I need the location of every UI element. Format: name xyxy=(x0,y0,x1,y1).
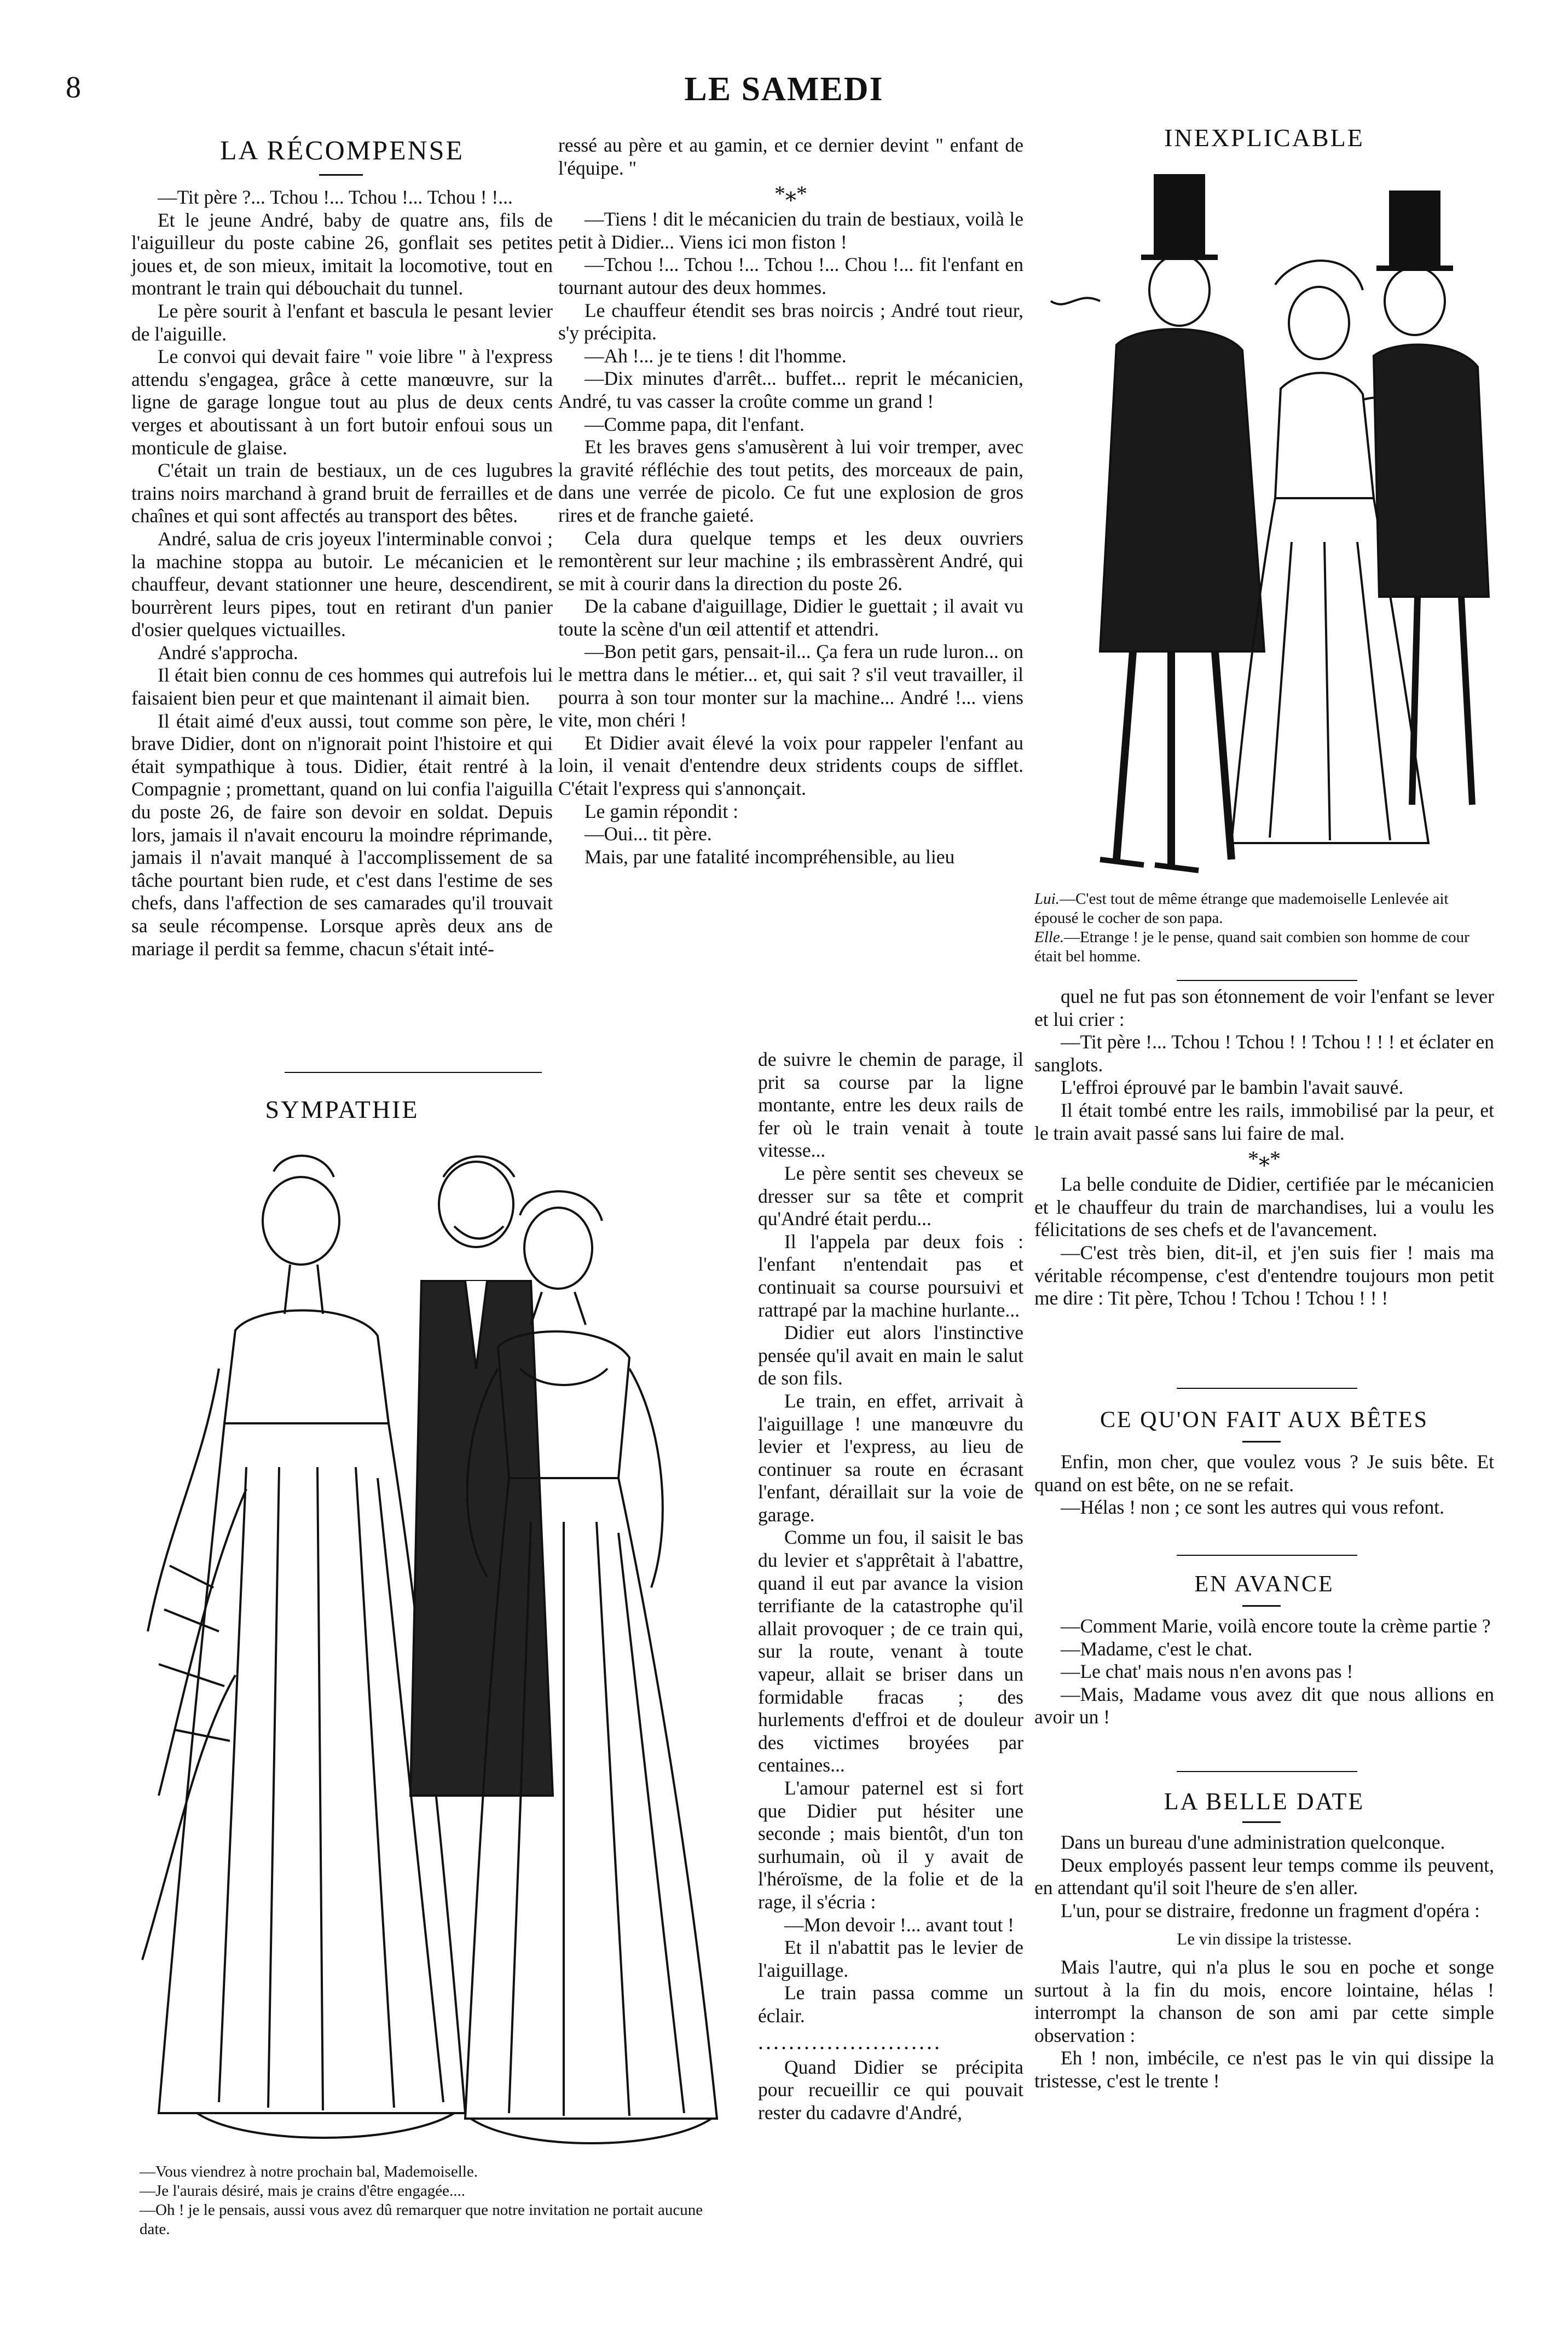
paragraph: Didier eut alors l'instinctive pensée qu'il avait en main le salut de son fils. xyxy=(758,1322,1023,1389)
paragraph: —Tiens ! dit le mécanicien du train de bestiaux, voilà le petit à Didier... Viens ici mon fiston ! xyxy=(558,208,1023,253)
paragraph: Le chauffeur étendit ses bras noircis ; André tout rieur, s'y précipita. xyxy=(558,299,1023,344)
paragraph: Cela dura quelque temps et les deux ouvriers remontèrent sur leur machine ; ils embrassèrent André, qui se mit à courir dans la direction du poste 26. xyxy=(558,527,1023,595)
paragraph: Eh ! non, imbécile, ce n'est pas le vin qui dissipe la tristesse, c'est le trente ! xyxy=(1034,2047,1494,2092)
section-divider xyxy=(1177,1555,1357,1556)
caption-line xyxy=(1034,890,1494,928)
paragraph: Il était tombé entre les rails, immobilisé par la peur, et le train avait passé sans lui faire de mal. xyxy=(1034,1099,1494,1144)
paragraph: Mais l'autre, qui n'a plus le sou en poche et songe surtout à la fin du mois, encore lointaine, hélas ! interrompt la chanson de son ami par cette simple observation : xyxy=(1034,1955,1494,2046)
paragraph: De la cabane d'aiguillage, Didier le guettait ; il avait vu toute la scène d'un œil attentif et attendri. xyxy=(558,595,1023,640)
paragraph: Et Didier avait élevé la voix pour rappeler l'enfant au loin, il venait d'entendre deux stridents coups de sifflet. C'était l'express qui s'annonçait. xyxy=(558,731,1023,800)
paragraph: Et il n'abattit pas le levier de l'aiguillage. xyxy=(758,1936,1023,1981)
betes-text xyxy=(1034,1451,1494,1519)
paragraph: Deux employés passent leur temps comme ils peuvent, en attendant qu'il soit l'heure de s'en aller. xyxy=(1034,1854,1494,1899)
paragraph: Et les braves gens s'amusèrent à lui voir tremper, avec la gravité réfléchie des tout petits, des morceaux de pain, dans une verrée de picolo. Ce fut une explosion de gros rires et de franche gaieté. xyxy=(558,436,1023,526)
column-3 xyxy=(1034,985,1494,1310)
paragraph: Il était aimé d'eux aussi, tout comme son père, le brave Didier, dont on n'ignorait point l'histoire et qui était sympathique à tous. Didier, était rentré à la Compagnie ; promettant, quand on lui confia l'aiguilla du poste 26, de faire son devoir en soldat. Depuis lors, jamais il n'avait encouru la moindre réprimande, jamais il n'avait manqué à l'accomplissement de sa tâche pourtant bien rude, et c'est dans l'estime de ses chefs, dans l'affection de ses camarades qu'il trouvait sa seule récompense. Lorsque après deux ans de mariage il perdit sa femme, chacun s'était inté- xyxy=(131,709,553,960)
page-number: 8 xyxy=(66,71,81,105)
section-stars: *⁎* xyxy=(774,181,807,206)
paragraph: Comme un fou, il saisit le bas du levier et s'apprêtait à l'abattre, quand il eut par avance la vision terrifiante de la catastrophe qu'il allait provoquer ; de ce train qui, sur la route, venant à toute vapeur, allait se briser dans un formidable fracas ; des hurlements d'effroi et de douleur des victimes broyées par centaines... xyxy=(758,1526,1023,1776)
paragraph: —Tchou !... Tchou !... Tchou !... Chou !... fit l'enfant en tournant autour des deux hommes. xyxy=(558,253,1023,298)
section-title: EN AVANCE xyxy=(1194,1572,1334,1597)
caption-text: —C'est tout de même étrange que mademoiselle Lenlevée ait épousé le cocher de son papa. xyxy=(1034,890,1449,927)
paragraph: André, salua de cris joyeux l'interminable convoi ; la machine stoppa au butoir. Le mécanicien et le chauffeur, devant stationner une heure, descendirent, bourrèrent leurs pipes, tout en retirant d'un panier d'osier quelques victuailles. xyxy=(131,527,553,641)
paragraph: Le train, en effet, arrivait à l'aiguillage ! une manœuvre du levier et l'express, au lieu de continuer sa route en écrasant l'enfant, déraillait sur la voie de garage. xyxy=(758,1389,1023,1526)
paragraph: Quand Didier se précipita pour recueillir ce qui pouvait rester du cadavre d'André, xyxy=(758,2056,1023,2124)
illustration-title: INEXPLICABLE xyxy=(1164,124,1364,152)
paragraph: L'amour paternel est si fort que Didier put hésiter une seconde ; mais bientôt, d'un ton surhumain, où il y avait de l'héroïsme, de la folie et de la rage, il s'écria : xyxy=(758,1777,1023,1913)
caption-speaker: Elle. xyxy=(1034,928,1064,946)
paragraph: —Bon petit gars, pensait-il... Ça fera un rude luron... on le mettra dans le métier... et, qui sait ? s'il veut travailler, il pourra à son tour monter sur la machine... André !... viens vite, mon chéri ! xyxy=(558,641,1023,731)
paragraph: André s'approcha. xyxy=(158,641,298,663)
paragraph: Le père sourit à l'enfant et bascula le pesant levier de l'aiguille. xyxy=(131,299,553,345)
caption-speaker: Lui. xyxy=(1034,890,1060,908)
section-stars: *⁎* xyxy=(1248,1146,1281,1172)
paragraph: —Hélas ! non ; ce sont les autres qui vous refont. xyxy=(1061,1496,1444,1519)
paragraph: —Mon devoir !... avant tout ! xyxy=(784,1913,1015,1936)
paragraph: —Tit père !... Tchou ! Tchou ! ! Tchou ! ! ! et éclater en sanglots. xyxy=(1034,1031,1494,1076)
caption-line: —Vous viendrez à notre prochain bal, Mademoiselle. xyxy=(140,2163,478,2180)
title-rule xyxy=(319,174,363,176)
paragraph: C'était un train de bestiaux, un de ces lugubres trains noirs marchand à grand bruit de ferrailles et de chaînes et qui sont affectés au transport des bêtes. xyxy=(131,459,553,527)
title-rule xyxy=(1242,1441,1281,1443)
belle-date-text xyxy=(1034,1831,1494,2093)
paragraph: Et le jeune André, baby de quatre ans, fils de l'aiguilleur du poste cabine 26, gonflait ses petites joues et, de son mieux, imitait la locomotive, tout en montrant le train qui débouchait du tunnel. xyxy=(131,209,553,299)
paragraph: L'effroi éprouvé par le bambin l'avait sauvé. xyxy=(1061,1076,1404,1099)
dotted-separator: ........................ xyxy=(758,2029,942,2054)
column-2-narrow xyxy=(758,1048,1023,2124)
paragraph: quel ne fut pas son étonnement de voir l'enfant se lever et lui crier : xyxy=(1034,985,1494,1030)
paragraph: Enfin, mon cher, que voulez vous ? Je suis bête. Et quand on est bête, on ne se refait. xyxy=(1034,1451,1494,1496)
section-divider xyxy=(1177,980,1357,981)
paragraph: Le train passa comme un éclair. xyxy=(758,1982,1023,2027)
section-title: LA BELLE DATE xyxy=(1164,1788,1365,1815)
paragraph: —Ah !... je te tiens ! dit l'homme. xyxy=(585,344,847,367)
paragraph: La belle conduite de Didier, certifiée par le mécanicien et le chauffeur du train de marchandises, lui a voulu les félicitations de ses chefs et de l'avancement. xyxy=(1034,1173,1494,1241)
section-divider xyxy=(1177,1771,1357,1772)
paragraph: —Dix minutes d'arrêt... buffet... reprit le mécanicien, André, tu vas casser la croûte comme un grand ! xyxy=(558,367,1023,412)
section-divider xyxy=(1177,1388,1357,1389)
column-1 xyxy=(131,186,553,960)
paragraph: Le convoi qui devait faire " voie libre " à l'express attendu s'engagea, grâce à cette manœuvre, sur la ligne de garage longue tout au plus de deux cents verges et aboutissant à un fort butoir enfoui sous un monticule de glaise. xyxy=(131,345,553,459)
paragraph: L'un, pour se distraire, fredonne un fragment d'opéra : xyxy=(1061,1899,1480,1922)
paragraph: Mais, par une fatalité incompréhensible, au lieu xyxy=(585,845,955,868)
paragraph: —Madame, c'est le chat. xyxy=(1061,1637,1253,1660)
caption-line xyxy=(1034,928,1494,966)
paragraph: Dans un bureau d'une administration quelconque. xyxy=(1061,1831,1445,1853)
column-2 xyxy=(558,134,1023,868)
paragraph: —Comment Marie, voilà encore toute la crème partie ? xyxy=(1061,1615,1491,1637)
newspaper-title: LE SAMEDI xyxy=(684,71,884,108)
paragraph: ressé au père et au gamin, et ce dernier devint " enfant de l'équipe. " xyxy=(558,134,1023,179)
section-title: CE QU'ON FAIT AUX BÊTES xyxy=(1100,1407,1429,1433)
paragraph: —Comme papa, dit l'enfant. xyxy=(585,413,805,435)
caption-text: —Etrange ! je le pense, quand sait combien son homme de cour était bel homme. xyxy=(1034,928,1469,965)
title-rule xyxy=(1242,1821,1281,1823)
illustration-title: SYMPATHIE xyxy=(265,1095,419,1123)
song-quote: Le vin dissipe la tristesse. xyxy=(1177,1929,1352,1949)
paragraph: de suivre le chemin de parage, il prit sa course par la ligne montante, entre les deux rails de fer où le train venait à toute vitesse... xyxy=(758,1048,1023,1162)
paragraph: Il l'appela par deux fois : l'enfant n'entendait pas et continuait sa course poursuivi et rattrapé par la machine hurlante... xyxy=(758,1230,1023,1321)
paragraph: —Mais, Madame vous avez dit que nous allions en avoir un ! xyxy=(1034,1683,1494,1728)
caption-line: —Oh ! je le pensais, aussi vous avez dû remarquer que notre invitation ne portait aucune date. xyxy=(140,2201,703,2238)
inexplicable-caption xyxy=(1034,890,1494,966)
paragraph: —Tit père ?... Tchou !... Tchou !... Tchou ! !... xyxy=(158,186,513,208)
paragraph: Le gamin répondit : xyxy=(585,800,738,822)
avance-text xyxy=(1034,1615,1494,1729)
paragraph: Il était bien connu de ces hommes qui autrefois lui faisaient bien peur et que maintenant il aimait bien. xyxy=(131,664,553,709)
story-title: LA RÉCOMPENSE xyxy=(219,135,464,165)
paragraph: —Le chat' mais nous n'en avons pas ! xyxy=(1061,1660,1353,1683)
inexplicable-illustration xyxy=(1034,159,1494,881)
paragraph: —Oui... tit père. xyxy=(585,823,712,845)
paragraph: Le père sentit ses cheveux se dresser sur sa tête et comprit qu'André était perdu... xyxy=(758,1162,1023,1230)
section-divider xyxy=(285,1072,542,1073)
caption-line: —Je l'aurais désiré, mais je crains d'être engagée.... xyxy=(140,2182,466,2200)
sympathie-caption xyxy=(140,2162,736,2239)
title-rule xyxy=(1242,1605,1281,1607)
paragraph: —C'est très bien, dit-il, et j'en suis fier ! mais ma véritable récompense, c'est d'entendre toujours mon petit me dire : Tit père, Tchou ! Tchou ! Tchou ! ! ! xyxy=(1034,1241,1494,1309)
sympathie-illustration xyxy=(137,1139,733,2168)
